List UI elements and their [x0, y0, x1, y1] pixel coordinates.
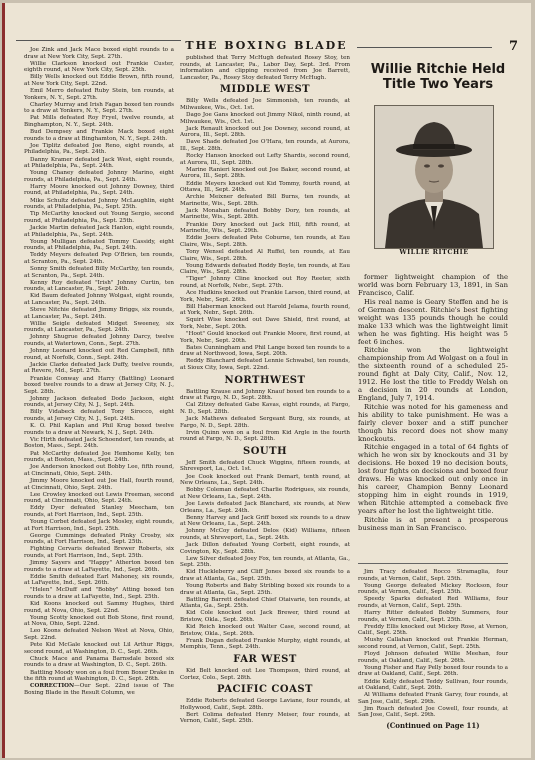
- result-item: Freddy Ellis knocked out Mickey Rose, at Vernon, Calif., Sept. 25th.: [358, 623, 508, 637]
- result-item: Bates Cunningham and Phil Lange boxed ten rounds to a draw at Northwood, Iowa, Sept. 20th.: [180, 344, 350, 358]
- result-item: Joe Tiplitz defeated Joe Reno, eight rounds, at Philadelphia, Pa., Sept. 24th.: [24, 142, 174, 156]
- result-item: Bobby Coleman defeated Charlie Rodrigues, six rounds, at New Orleans, La., Sept. 24th.: [180, 487, 350, 500]
- result-item: Speedy Sparks defeated Red Williams, four rounds, at Vernon, Calif., Sept. 25th.: [358, 596, 508, 609]
- result-item: Bill Haberman knocked out Harold Jelama, fourth round, at York, Nebr., Sept. 26th.: [180, 303, 350, 317]
- result-item: Kid Cole knocked out Jack Brewer, third round at Bristow, Okla., Sept. 26th.: [180, 610, 350, 624]
- result-item: Kenny Roy defeated "Irish" Johnny Curtin, ten rounds, at Lancaster, Pa., Sept. 24th.: [24, 279, 174, 293]
- result-item: Young George defeated Mickey Rockson, four rounds, at Vernon, Calif., Sept. 25th.: [358, 582, 508, 596]
- boxer-portrait-image: [375, 106, 493, 248]
- result-item: Jim Tracy defeated Rocco Stramaglia, four rounds, at Vernon, Calif., Sept. 25th.: [358, 569, 508, 582]
- result-item: Eddie Kelly defeated Teddy Sullivan, four rounds, at Oakland, Calif., Sept. 26th.: [358, 678, 508, 692]
- feature-paragraph: Ritchie engaged in a total of 64 fights of which he won six by knockouts and 31 by decisions. He boxed 19 no decision bouts, lost four fights on decisions and boxed four draws. He was knocked out only once in his career, Champion Benny Leonard stopping him in eight rounds in 1919, when Ritchie attempted a comeback five years after he lost the lightweight title.: [358, 443, 508, 515]
- result-item: Squirt Wise knocked out Dave Shield, first round, at York, Nebr., Sept. 20th.: [180, 317, 350, 330]
- result-item: Jack Mathews defeated Sergeant Burg, six rounds, at Fargo, N. D., Sept. 28th.: [180, 416, 350, 429]
- result-item: Battling Moody won on a foul from Boxer Drake in the fifth round at Washington, D. C., Sept. 26th.: [24, 669, 174, 683]
- binding-edge: [2, 3, 5, 758]
- result-item: Billy Wells defeated Joe Simmonish, ten rounds, at Milwaukee, Wis., Oct. 1st.: [180, 98, 350, 111]
- result-item: Johnny Leonard knocked out Red Campbell, fifth round, at Norfolk, Conn., Sept. 24th.: [24, 348, 174, 361]
- result-item: Billy Wells knocked out Eddie Brown, fifth round, at New York City, Sept. 22nd.: [24, 74, 174, 87]
- result-item: Billy Vidabeck defeated Tony Sirocco, eight rounds, at Jersey City, N. J., Sept. 24th.: [24, 409, 174, 423]
- publication-title: THE BOXING BLADE: [185, 39, 348, 52]
- result-item: Jack Renault knocked out Joe Downey, second round, at Aurora, Ill., Sept. 28th.: [180, 125, 350, 139]
- result-item: Archie Meixner defeated Bill Burns, ten rounds, at Marinette, Wis., Sept. 28th.: [180, 194, 350, 207]
- boxer-photo: [374, 105, 494, 249]
- result-item: Pete Kid McGale knocked out Lil Arthur Riggs, second round, at Washington, D. C., Sept. 26th.: [24, 642, 174, 655]
- result-item: Jack Dillon defeated Young Corbett, eight rounds, at Covington, Ky., Sept. 28th.: [180, 542, 350, 555]
- result-item: Johnny Jackson defeated Dodo Jackson, eight rounds, at Jersey City, N. J., Sept. 24th.: [24, 395, 174, 409]
- feature-article: [358, 273, 508, 532]
- result-item: Willie Seigle defeated Midget Sweeney, six rounds, at Lancaster, Pa., Sept. 24th.: [24, 320, 174, 334]
- correction-label: CORRECTION: [30, 683, 75, 690]
- result-item: Mike Schultz defeated Johnny McLaughlin, eight rounds, at Philadelphia, Pa., Sept. 25th.: [24, 197, 174, 211]
- result-item: Kid Huckleberry and Cliff Jones boxed six rounds to a draw at Atlanta, Ga., Sept. 25th.: [180, 569, 350, 582]
- result-item: Kid Belt knocked out Lee Thompson, third round, at Cortez, Colo., Sept. 28th.: [180, 668, 350, 681]
- result-item: Kid Baum defeated Johnny Wolgast, eight rounds, at Lancaster, Pa., Sept. 24th.: [24, 293, 174, 306]
- result-item: Eddy Dyer defeated Stanley Meecham, ten rounds, at Fort Harrison, Ind., Sept. 25th.: [24, 505, 174, 518]
- result-item: Battling Krause and Johnny Knauf boxed ten rounds to a draw at Fargo, N. D., Sept. 28th.: [180, 388, 350, 402]
- section-heading: NORTHWEST: [224, 374, 306, 386]
- section-divider: [358, 563, 508, 564]
- result-item: Al Williams defeated Frank Garvy, four rounds, at San Jose, Calif., Sept. 29th.: [358, 692, 508, 705]
- page-number: 7: [509, 39, 519, 54]
- result-item: Eddie Roberts defeated George Laviane, four rounds, at Hollywood, Calif., Sept. 28th.: [180, 698, 350, 711]
- result-item: Lew Silver defeated Joey Fox, ten rounds, at Atlanta, Ga., Sept. 25th.: [180, 555, 350, 569]
- continued-notice: (Continued on Page 11): [386, 721, 480, 730]
- result-item: Young Chaney defeated Johnny Marino, eight rounds, at Philadelphia, Pa., Sept. 24th.: [24, 170, 174, 183]
- result-item: Chuck Mace and Panama Barnsdale boxed six rounds to a draw at Washington, D. C., Sept. 26th.: [24, 655, 174, 669]
- result-item: Mushy Callahan knocked out Frankie Herman, second round, at Vernon, Calif., Sept. 25th.: [358, 637, 508, 651]
- result-item: Johnny Shugrue defeated Johnny Darcy, twelve rounds, at Watertown, Conn., Sept. 27th.: [24, 334, 174, 348]
- result-item: Reddy Blanchard defeated Lennie Schwabel, ten rounds, at Sioux City, Iowa, Sept. 22nd.: [180, 358, 350, 372]
- section-heading: SOUTH: [242, 445, 288, 457]
- left-results-list: [24, 47, 174, 683]
- result-item: Teddy Meyers defeated Pep O'Brien, ten rounds, at Scranton, Pa., Sept. 24th.: [24, 252, 174, 265]
- result-item: Tip McCarthy knocked out Young Sergio, second round, at Philadelphia, Pa., Sept. 25th.: [24, 211, 174, 224]
- header-rule-right: [357, 47, 492, 48]
- result-item: Young Mulligan defeated Tommy Cassidy, eight rounds, at Philadelphia, Pa., Sept. 24th.: [24, 238, 174, 252]
- result-item: "Hoot" Gould knocked out Frankie Moore, first round, at York, Nebr., Sept. 20th.: [180, 331, 350, 344]
- result-item: "Tiger" Johnny Cline knocked out Roy Reeter, sixth round, at Norfolk, Nebr., Sept. 27th.: [180, 276, 350, 289]
- result-item: Joe Anderson knocked out Bobby Lee, fifth round, at Cincinnati, Ohio, Sept. 24th.: [24, 464, 174, 477]
- result-item: Jackie Martin defeated Jack Hanlon, eight rounds, at Philadelphia, Pa., Sept. 24th.: [24, 224, 174, 238]
- result-item: Young Scotty knocked out Bob Stone, first round, at Nova, Ohio, Sept. 22nd.: [24, 614, 174, 628]
- feature-paragraph: Ritchie is at present a prosperous business man in San Francisco.: [358, 515, 508, 532]
- correction-continued: published that Terry McHugh defeated Rosey Stoy, ten rounds, at Lancaster, Pa., Labor Day, Sept. 3rd. From information and clipping received from Joe Barrett, Lancaster, Pa., Rosey Stoy defeated Terry McHugh.: [180, 55, 350, 81]
- result-item: Dave Shade defeated Joe O'Hara, ten rounds, at Aurora, Ill., Sept. 28th.: [180, 139, 350, 153]
- result-item: Dago Joe Gans knocked out Jimmy Nikol, ninth round, at Milwaukee, Wis., Oct. 1st.: [180, 112, 350, 125]
- result-item: Leo Koons defeated Nelson West at Nova, Ohio, Sept. 22nd.: [24, 628, 174, 642]
- result-item: Eddie Smith defeated Earl Mahoney, six rounds, at LaFayette, Ind., Sept. 26th.: [24, 573, 174, 587]
- magazine-page: [2, 3, 531, 758]
- result-item: Marine Ranieri knocked out Joe Baker, second round, at Aurora, Ill., Sept. 28th.: [180, 166, 350, 180]
- left-results-column: [24, 47, 174, 697]
- result-item: Harry Moore knocked out Johnny Downey, third round, at Philadelphia, Pa., Sept. 24th.: [24, 183, 174, 197]
- section-heading: FAR WEST: [233, 654, 297, 665]
- result-item: "Helen" McDuff and "Bobby" Atting boxed ten rounds to a draw at LaFayette, Ind., Sept. 25th.: [24, 587, 174, 600]
- photo-caption: WILLIE RITCHIE: [399, 248, 469, 256]
- result-item: Young Edwards defeated Roddy Boyle, ten rounds, at Eau Claire, Wis., Sept. 28th.: [180, 262, 350, 276]
- result-item: Pat McCarthy defeated Joe Hemhome Kelly, ten rounds, at Boston, Mass., Sept. 24th.: [24, 450, 174, 464]
- result-item: Pat Mills defeated Roy Fryel, twelve rounds, at Binghampton, N. Y., Sept. 24th.: [24, 115, 174, 129]
- result-item: Steve Nitchie defeated Jimmy Briggs, six rounds, at Lancaster, Pa., Sept. 24th.: [24, 307, 174, 320]
- result-item: Bert Colima defeated Henry Meiser, four rounds, at Vernon, Calif., Sept. 25th.: [180, 711, 350, 725]
- correction-note: [24, 683, 174, 696]
- result-item: Ace Hudkins knocked out Frankie Larson, third round, at York, Nebr., Sept. 26th.: [180, 290, 350, 303]
- result-item: Danny Kramer defeated Jack West, eight rounds, at Philadelphia, Pa., Sept. 24th.: [24, 156, 174, 170]
- result-item: Jack Monahan defeated Bobby Dory, ten rounds, at Marinette, Wis., Sept. 28th.: [180, 207, 350, 221]
- result-item: Tony Wensel defeated Al Ruffel, ten rounds, at Eau Claire, Wis., Sept. 28th.: [180, 248, 350, 262]
- result-item: Lee Crowley knocked out Lewis Freeman, second round, at Cincinnati, Ohio, Sept. 24th.: [24, 491, 174, 505]
- result-item: Frankie Conway and Harry (Battling) Leonard boxed twelve rounds to a draw at Jersey City, N. J., Sept. 28th.: [24, 375, 174, 395]
- result-item: Kid Reich knocked out Walter Case, second round, at Bristow, Okla., Sept. 26th.: [180, 624, 350, 637]
- feature-paragraphs: [358, 273, 508, 532]
- feature-paragraph: Ritchie won the lightweight championship from Ad Wolgast on a foul in the sixteenth round of a scheduled 25-round fight at Daly City, Calif., Nov. 12, 1912. He lost the title to Freddy Welsh on a decision in 20 rounds at London, England, July 7, 1914.: [358, 346, 508, 402]
- feature-title: Willie Ritchie Held Title Two Years: [370, 62, 506, 92]
- section-heading: PACIFIC COAST: [217, 684, 313, 696]
- result-item: Cal Zitzey defeated Gabe Kavas, eight rounds, at Fargo, N. D., Sept. 28th.: [180, 402, 350, 415]
- result-item: Charley Murray and Irish Fagan boxed ten rounds to a draw at Yonkers, N. Y., Sept. 27th.: [24, 101, 174, 115]
- result-item: Joe Lewis defeated Jack Blanchard, six rounds, at New Orleans, La., Sept. 24th.: [180, 500, 350, 514]
- result-item: Battling Barrett defeated Chief Otaivarie, ten rounds, at Atlanta, Ga., Sept. 25th.: [180, 596, 350, 610]
- result-item: Johnny McCoy defeated Delos (Kid) Williams, fifteen rounds, at Shreveport, La., Sept. 24th.: [180, 528, 350, 541]
- result-item: Frankie Dory knocked out Jack Hill, fifth round, at Marinette, Wis., Sept. 29th.: [180, 221, 350, 235]
- feature-paragraph: former lightweight champion of the world was born February 13, 1891, in San Francisco, Calif.: [358, 273, 508, 297]
- result-item: Rocky Hanson knocked out Lefty Shardis, second round, at Aurora, Ill., Sept. 28th.: [180, 153, 350, 166]
- result-item: Jimmy Moore knocked out Joe Hall, fourth round, at Cincinnati, Ohio, Sept. 24th.: [24, 477, 174, 491]
- section-heading: MIDDLE WEST: [219, 84, 311, 96]
- result-item: Young Fisher and Ray Pelly boxed four rounds to a draw at Oakland, Calif., Sept. 26th.: [358, 664, 508, 678]
- right-results-column: [358, 569, 508, 720]
- result-item: Harry Ritter defeated Bobby Summers, four rounds, at Vernon, Calif., Sept. 25th.: [358, 610, 508, 623]
- result-item: Fighting Cervaris defeated Brewer Roberts, six rounds, at Fort Harrison, Ind., Sept. 25th.: [24, 546, 174, 559]
- result-item: George Cummings defeated Pinky Crosby, six rounds, at Fort Harrison, Ind., Sept. 25th.: [24, 532, 174, 546]
- result-item: Emil Merro defeated Ruby Stein, ten rounds, at Yonkers, N. Y., Sept. 27th.: [24, 88, 174, 101]
- correction-text: —Our Sept. 22nd issue of The Boxing Blade in the Result Column, we: [24, 683, 174, 696]
- result-item: Sonny Smith defeated Billy McCarthy, ten rounds, at Scranton, Pa., Sept. 24th.: [24, 266, 174, 279]
- right-results-list: [358, 569, 508, 719]
- feature-paragraph: Ritchie was noted for his gameness and his ability to take punishment. He was a fairly clever boxer and a stiff puncher though his record does not show many knockouts.: [358, 402, 508, 443]
- result-item: Jeff Smith defeated Chuck Wiggins, fifteen rounds, at Shreveport, La., Oct. 1st.: [180, 459, 350, 473]
- result-item: Vic Hirth defeated Jack Schoendorf, ten rounds, at Boston, Mass., Sept. 24th.: [24, 436, 174, 450]
- result-item: Jimmy Sayers and "Happy" Atherton boxed ten rounds to a draw at LaFayette, Ind., Sept. 26th.: [24, 560, 174, 573]
- result-item: Bud Dempsey and Frankie Mack boxed eight rounds to a draw at Binghamton, N. Y., Sept. 24th.: [24, 129, 174, 142]
- result-item: Benny Harvey and Jack Griff boxed six rounds to a draw at New Orleans, La., Sept. 24th.: [180, 514, 350, 528]
- result-item: Jim Roach defeated Joe Cowell, four rounds, at San Jose, Calif., Sept. 29th.: [358, 705, 508, 719]
- result-item: Kid Koons knocked out Sammy Hughes, third round, at Nova, Ohio, Sept. 22nd.: [24, 601, 174, 614]
- result-item: Jackie Clarke defeated Jack Duffy, twelve rounds, at Revere, Md., Sept. 27th.: [24, 361, 174, 375]
- result-item: Young Corbet defeated Jack Mosley, eight rounds, at Fort Harrison, Ind., Sept. 25th.: [24, 518, 174, 532]
- result-item: Willie Clarkson knocked out Frankie Custer, eighth round, at New York City, Sept. 25th.: [24, 60, 174, 74]
- result-item: Eddie Meyers knocked out Kid Tommy, fourth round, at Ottawa, Ill., Sept. 24th.: [180, 180, 350, 194]
- region-sections: [180, 85, 350, 725]
- feature-paragraph: His real name is Geary Steffen and he is of German descent. Ritchie's best fighting weight was 135 pounds though he could make 133 which was the lightweight limit when he was fighting. His height was 5 feet 6 inches.: [358, 297, 508, 346]
- result-item: Frank Dugan defeated Frankie Murphy, eight rounds, at Memphis, Tenn., Sept. 24th.: [180, 637, 350, 651]
- result-item: Eddie Joers defeated Pete Coburne, ten rounds, at Eau Claire, Wis., Sept. 28th.: [180, 235, 350, 248]
- result-item: Young Roberts and Baby Stribling boxed six rounds to a draw at Atlanta, Ga., Sept. 25th.: [180, 583, 350, 596]
- middle-results-column: [180, 55, 350, 726]
- result-item: Floyd Johnson defeated Willie Meehan, four rounds, at Oakland, Calif., Sept. 26th.: [358, 651, 508, 664]
- result-item: Irvin Quinn won on a foul from Kid Argle in the fourth round at Fargo, N. D., Sept. 28th.: [180, 429, 350, 443]
- result-item: Joe Zink and Jack Mace boxed eight rounds to a draw at New York City, Sept. 27th.: [24, 47, 174, 60]
- result-item: K. O. Phil Kaplan and Phil Krug boxed twelve rounds to a draw at Newark, N. J., Sept. 24th.: [24, 423, 174, 436]
- result-item: Joe Cook knocked out Frank Demart, tenth round, at New Orleans, La., Sept. 24th.: [180, 473, 350, 487]
